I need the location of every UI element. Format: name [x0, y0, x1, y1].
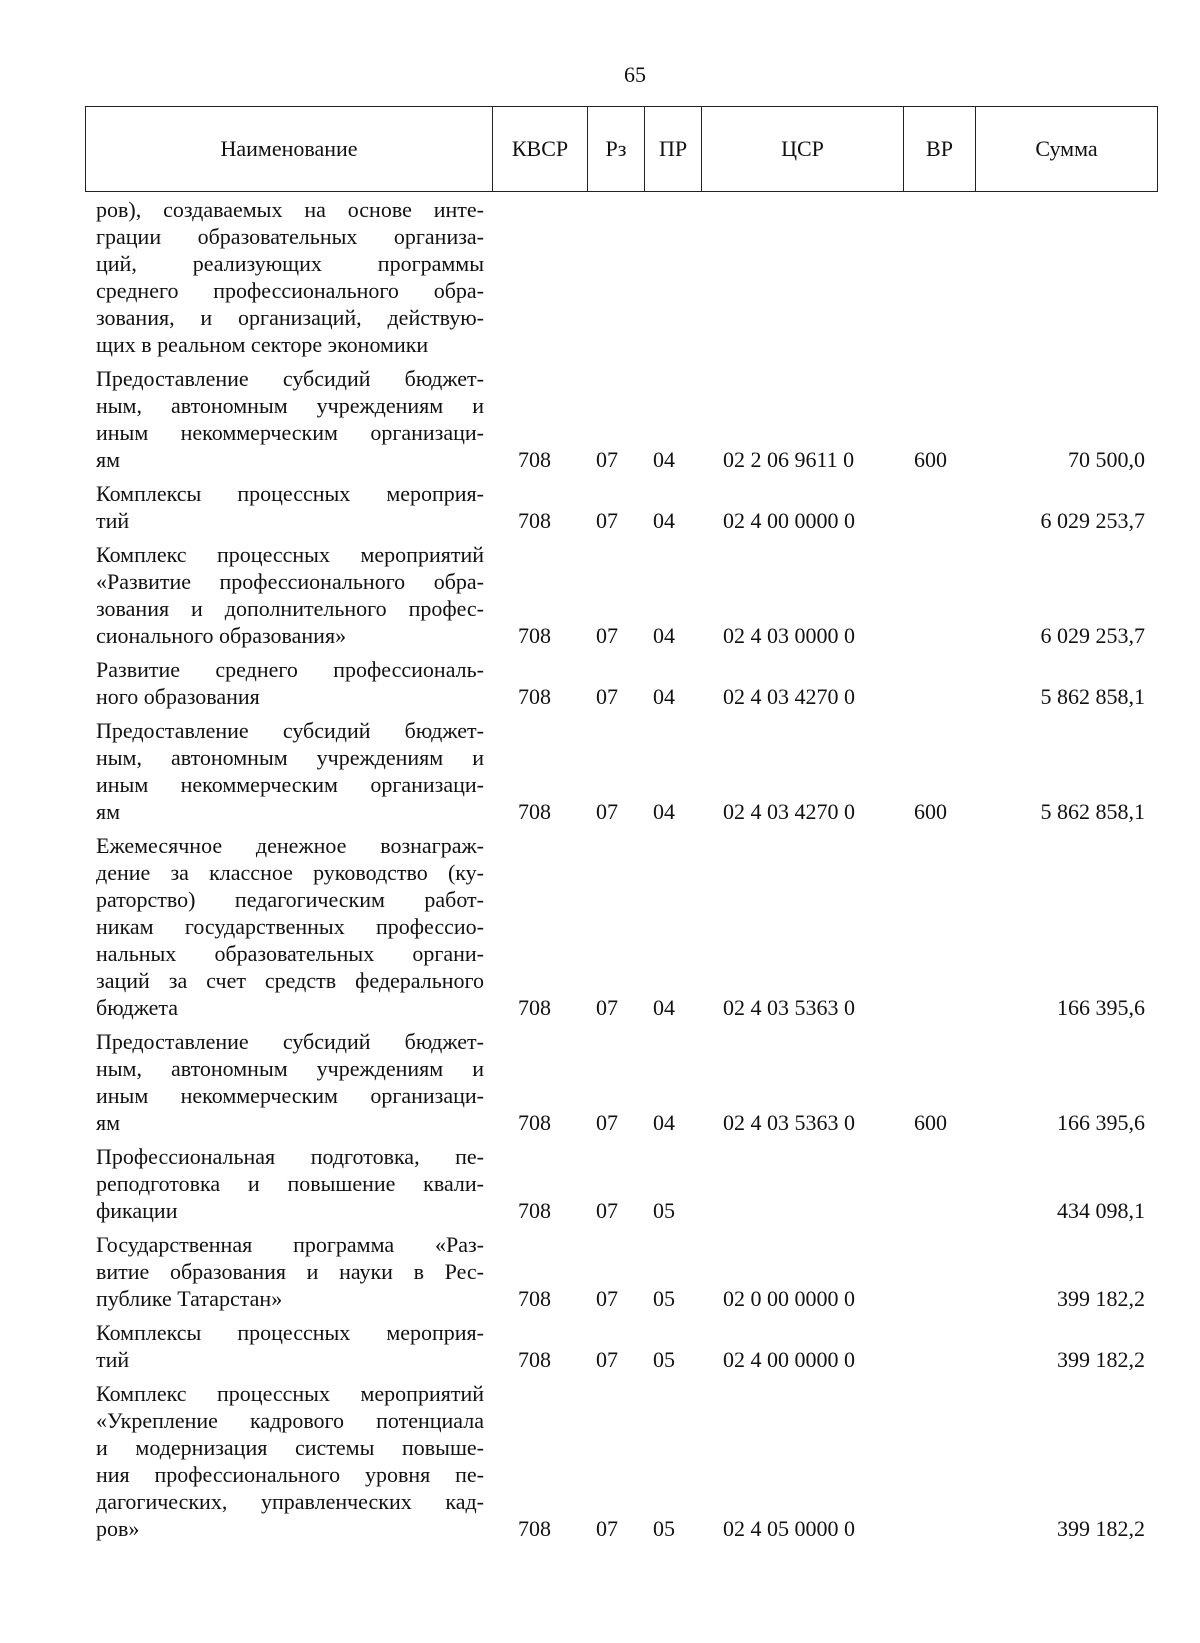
cell-csr: 02 4 05 0000 0	[723, 1516, 855, 1541]
row-name-line: ным, автономным учреждениям и	[96, 393, 484, 418]
row-name-line: раторство) педагогическим работ-	[96, 887, 484, 912]
row-name-line: «Укрепление кадрового потенциала	[96, 1408, 484, 1433]
cell-csr: 02 2 06 9611 0	[723, 447, 855, 472]
cell-kvsr: 708	[518, 508, 551, 533]
cell-kvsr: 708	[518, 995, 551, 1020]
cell-vr: 600	[914, 799, 947, 824]
cell-rz: 07	[596, 1198, 618, 1223]
row-name-line: иным некоммерческим организаци-	[96, 1083, 484, 1108]
table-row	[0, 480, 1200, 534]
cell-pr: 04	[653, 623, 675, 648]
cell-sum: 434 098,1	[1057, 1198, 1145, 1223]
cell-vr: 600	[914, 447, 947, 472]
row-name-line: дагогических, управленческих кад-	[96, 1489, 484, 1514]
row-name-line: Предоставление субсидий бюджет-	[96, 1029, 484, 1054]
cell-csr: 02 4 03 5363 0	[723, 995, 855, 1020]
row-name-line: ного образования	[96, 684, 260, 709]
cell-kvsr: 708	[518, 1110, 551, 1135]
cell-sum: 5 862 858,1	[1040, 799, 1145, 824]
row-name-line: Профессиональная подготовка, пе-	[96, 1144, 484, 1169]
table-row	[0, 365, 1200, 473]
row-name-line: щих в реальном секторе экономики	[96, 332, 429, 357]
row-name-line: бюджета	[96, 995, 179, 1020]
table-row	[0, 541, 1200, 649]
cell-sum: 399 182,2	[1057, 1516, 1145, 1541]
row-name	[96, 196, 484, 358]
cell-kvsr: 708	[518, 684, 551, 709]
cell-rz: 07	[596, 799, 618, 824]
header-name: Наименование	[86, 107, 493, 191]
cell-sum: 6 029 253,7	[1040, 508, 1145, 533]
row-name-line: Предоставление субсидий бюджет-	[96, 718, 484, 743]
table-header	[85, 106, 1158, 192]
cell-csr: 02 4 03 5363 0	[723, 1110, 855, 1135]
cell-pr: 05	[653, 1198, 675, 1223]
header-kvsr: КВСР	[493, 107, 588, 191]
row-name-line: ций, реализующих программы	[96, 251, 484, 276]
cell-rz: 07	[596, 623, 618, 648]
cell-vr: 600	[914, 1110, 947, 1135]
row-name	[96, 1028, 484, 1136]
header-rz: Рз	[588, 107, 645, 191]
cell-sum: 6 029 253,7	[1040, 623, 1145, 648]
row-name-line: Ежемесячное денежное вознаграж-	[96, 833, 484, 858]
row-name-line: Развитие среднего профессиональ-	[96, 657, 484, 682]
cell-rz: 07	[596, 508, 618, 533]
row-name-line: ям	[96, 447, 121, 472]
header-pr: ПР	[645, 107, 702, 191]
row-name-line: ям	[96, 1110, 121, 1135]
cell-rz: 07	[596, 447, 618, 472]
cell-rz: 07	[596, 684, 618, 709]
table-row	[0, 832, 1200, 1021]
cell-sum: 70 500,0	[1068, 447, 1145, 472]
cell-csr: 02 4 03 4270 0	[723, 799, 855, 824]
cell-sum: 399 182,2	[1057, 1286, 1145, 1311]
cell-pr: 05	[653, 1516, 675, 1541]
row-name-line: Комплексы процессных мероприя-	[96, 1320, 484, 1345]
cell-csr: 02 4 00 0000 0	[723, 508, 855, 533]
row-name-line: зования и дополнительного профес-	[96, 596, 484, 621]
row-name	[96, 1143, 484, 1224]
row-name	[96, 832, 484, 1021]
row-name-line: ров»	[96, 1516, 140, 1541]
row-name-line: иным некоммерческим организаци-	[96, 420, 484, 445]
row-name-line: ния профессионального уровня пе-	[96, 1462, 484, 1487]
cell-kvsr: 708	[518, 447, 551, 472]
table-row	[0, 1231, 1200, 1312]
row-name-line: Комплекс процессных мероприятий	[96, 542, 484, 567]
row-name	[96, 656, 484, 710]
row-name-line: тий	[96, 508, 130, 533]
table-row	[0, 1028, 1200, 1136]
row-name-line: заций за счет средств федерального	[96, 968, 484, 993]
cell-pr: 04	[653, 508, 675, 533]
row-name-line: Комплекс процессных мероприятий	[96, 1381, 484, 1406]
header-vr: ВР	[904, 107, 976, 191]
row-name-line: реподготовка и повышение квали-	[96, 1171, 484, 1196]
row-name-line: ным, автономным учреждениям и	[96, 745, 484, 770]
row-name-line: дение за классное руководство (ку-	[96, 860, 484, 885]
row-name-line: и модернизация системы повыше-	[96, 1435, 484, 1460]
row-name	[96, 365, 484, 473]
cell-sum: 166 395,6	[1057, 995, 1145, 1020]
cell-csr: 02 4 03 0000 0	[723, 623, 855, 648]
row-name	[96, 1380, 484, 1542]
row-name-line: Комплексы процессных мероприя-	[96, 481, 484, 506]
cell-pr: 04	[653, 1110, 675, 1135]
cell-rz: 07	[596, 1347, 618, 1372]
cell-kvsr: 708	[518, 1347, 551, 1372]
cell-csr: 02 4 00 0000 0	[723, 1347, 855, 1372]
cell-kvsr: 708	[518, 1286, 551, 1311]
row-name	[96, 717, 484, 825]
cell-sum: 399 182,2	[1057, 1347, 1145, 1372]
row-name-line: среднего профессионального обра-	[96, 278, 484, 303]
header-csr: ЦСР	[702, 107, 904, 191]
table-row	[0, 196, 1200, 358]
row-name-line: зования, и организаций, действую-	[96, 305, 484, 330]
cell-kvsr: 708	[518, 1516, 551, 1541]
cell-pr: 05	[653, 1286, 675, 1311]
row-name-line: ям	[96, 799, 121, 824]
row-name-line: грации образовательных организа-	[96, 224, 484, 249]
row-name-line: Предоставление субсидий бюджет-	[96, 366, 484, 391]
table-row	[0, 1380, 1200, 1542]
cell-pr: 04	[653, 995, 675, 1020]
row-name-line: «Развитие профессионального обра-	[96, 569, 484, 594]
page-number: 65	[624, 62, 646, 87]
row-name-line: фикации	[96, 1198, 178, 1223]
row-name-line: ным, автономным учреждениям и	[96, 1056, 484, 1081]
cell-pr: 05	[653, 1347, 675, 1372]
cell-pr: 04	[653, 799, 675, 824]
row-name-line: нальных образовательных органи-	[96, 941, 484, 966]
cell-kvsr: 708	[518, 799, 551, 824]
cell-rz: 07	[596, 1286, 618, 1311]
row-name	[96, 1231, 484, 1312]
row-name	[96, 541, 484, 649]
row-name-line: никам государственных профессио-	[96, 914, 484, 939]
row-name-line: иным некоммерческим организаци-	[96, 772, 484, 797]
table-body	[0, 196, 1200, 1549]
table-row	[0, 656, 1200, 710]
cell-rz: 07	[596, 1516, 618, 1541]
cell-rz: 07	[596, 1110, 618, 1135]
table-row	[0, 1143, 1200, 1224]
cell-csr: 02 0 00 0000 0	[723, 1286, 855, 1311]
table-row	[0, 717, 1200, 825]
header-sum: Сумма	[1035, 136, 1098, 161]
row-name-line: Государственная программа «Раз-	[96, 1232, 484, 1257]
cell-kvsr: 708	[518, 1198, 551, 1223]
row-name-line: ров), создаваемых на основе инте-	[96, 197, 484, 222]
row-name-line: сионального образования»	[96, 623, 347, 648]
cell-pr: 04	[653, 447, 675, 472]
table-row	[0, 1319, 1200, 1373]
row-name-line: тий	[96, 1347, 130, 1372]
cell-pr: 04	[653, 684, 675, 709]
cell-kvsr: 708	[518, 623, 551, 648]
cell-rz: 07	[596, 995, 618, 1020]
cell-sum: 166 395,6	[1057, 1110, 1145, 1135]
row-name-line: витие образования и науки в Рес-	[96, 1259, 484, 1284]
row-name-line: публике Татарстан»	[96, 1286, 283, 1311]
row-name	[96, 480, 484, 534]
cell-sum: 5 862 858,1	[1040, 684, 1145, 709]
cell-csr: 02 4 03 4270 0	[723, 684, 855, 709]
row-name	[96, 1319, 484, 1373]
